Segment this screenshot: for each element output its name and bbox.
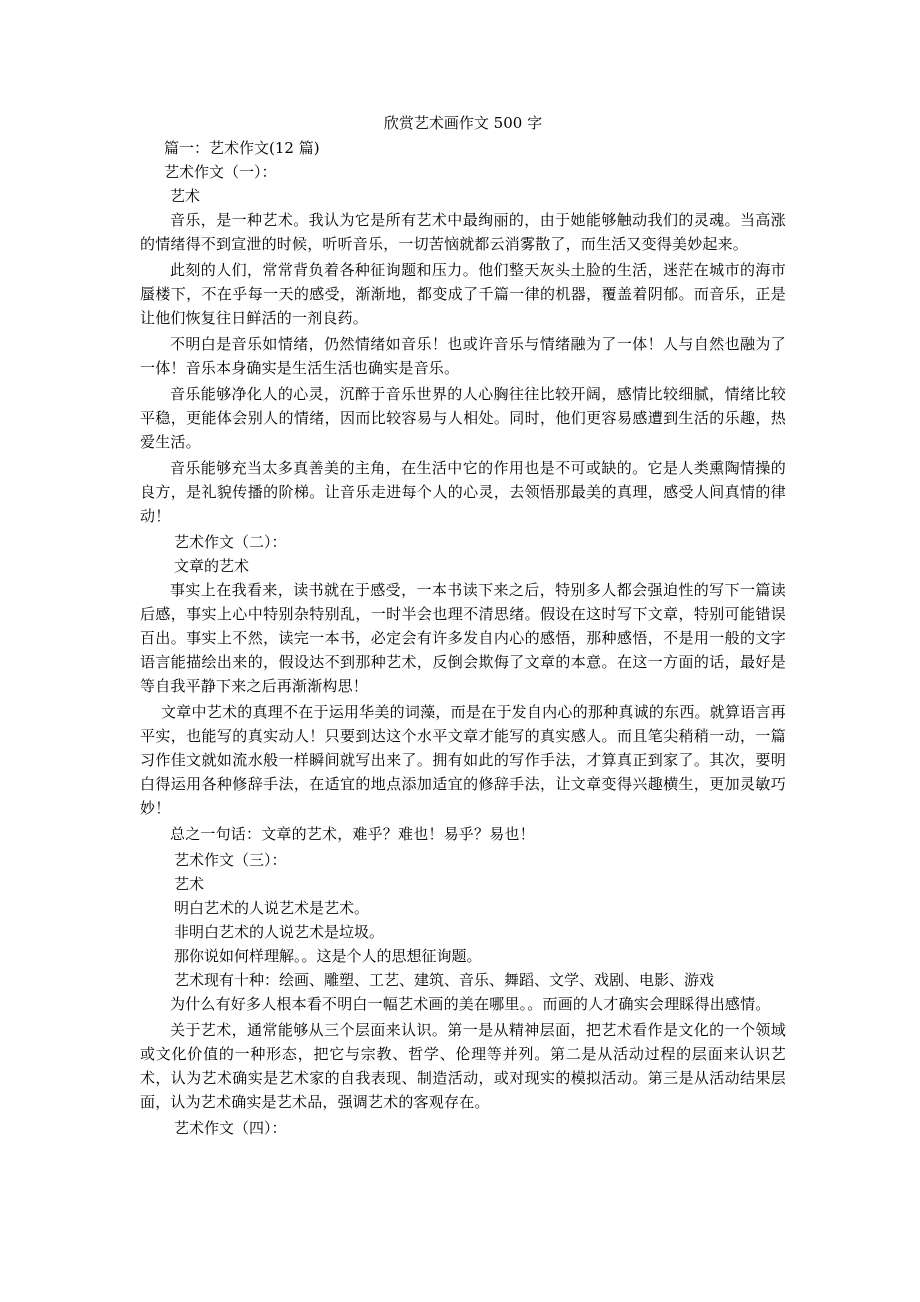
essay-3-line: 那你说如何样理解。。这是个人的思想征询题。 <box>174 947 482 965</box>
essay-2-paragraph: 总之一句话：文章的艺术，难乎？难也！易乎？易也！ <box>170 825 535 843</box>
essay-3-line: 明白艺术的人说艺术是艺术。 <box>174 899 370 917</box>
essay-3-subtitle: 艺术 <box>174 875 205 893</box>
document-title: 欣赏艺术画作文 500 字 <box>383 114 543 132</box>
section-heading: 篇一：艺术作文(12 篇) <box>164 139 320 157</box>
essay-1-paragraph: 不明白是音乐如情绪，仍然情绪如音乐！也或许音乐与情绪融为了一体！人与自然也融为了一体！音乐本身确实是生活生活也确实是音乐。 <box>140 335 786 377</box>
essay-1-paragraph: 此刻的人们，常常背负着各种征询题和压力。他们整天灰头土脸的生活，迷茫在城市的海市蜃楼下，不在乎每一天的感受，渐渐地，都变成了千篇一律的机器，覆盖着阴郁。而音乐，正是让他们恢复往日鲜活的一剂良药。 <box>140 261 786 327</box>
essay-3-paragraph: 关于艺术，通常能够从三个层面来认识。第一是从精神层面，把艺术看作是文化的一个领域或文化价值的一种形态，把它与宗教、哲学、伦理等并列。第二是从活动过程的层面来认识艺术，认为艺术确实是艺术家的自我表现、制造活动，或对现实的模拟活动。第三是从活动结果层面，认为艺术确实是艺术品，强调艺术的客观存在。 <box>140 1021 786 1111</box>
essay-3-paragraph: 为什么有好多人根本看不明白一幅艺术画的美在哪里。。而画的人才确实会理睬得出感情。 <box>170 995 771 1013</box>
essay-2-heading: 艺术作文（二）： <box>174 533 287 551</box>
essay-1-heading: 艺术作文（一）： <box>164 163 277 181</box>
essay-4-heading: 艺术作文（四）： <box>174 1119 287 1137</box>
essay-1-paragraph: 音乐，是一种艺术。我认为它是所有艺术中最绚丽的，由于她能够触动我们的灵魂。当高涨的情绪得不到宣泄的时候，听听音乐，一切苦恼就都云消雾散了，而生活又变得美妙起来。 <box>140 211 786 253</box>
essay-3-line: 非明白艺术的人说艺术是垃圾。 <box>174 923 385 941</box>
essay-1-subtitle: 艺术 <box>170 187 201 205</box>
essay-2-subtitle: 文章的艺术 <box>174 557 250 575</box>
essay-3-line: 艺术现有十种：绘画、雕塑、工艺、建筑、音乐、舞蹈、文学、戏剧、电影、游戏 <box>174 971 715 989</box>
essay-2-paragraph: 文章中艺术的真理不在于运用华美的词藻，而是在于发自内心的那种真诚的东西。就算语言再平实，也能写的真实动人！只要到达这个水平文章才能写的真实感人。而且笔尖稍稍一动，一篇习作佳文就如流水般一样瞬间就写出来了。拥有如此的写作手法，才算真正到家了。其次，要明白得运用各种修辞手法，在适宜的地点添加适宜的修辞手法，让文章变得兴趣横生，更加灵敏巧妙！ <box>140 703 786 817</box>
document-page <box>140 112 786 1140</box>
essay-3-heading: 艺术作文（三）： <box>174 851 287 869</box>
essay-2-paragraph: 事实上在我看来，读书就在于感受，一本书读下来之后，特别多人都会强迫性的写下一篇读后感，事实上心中特别杂特别乱，一时半会也理不清思绪。假设在这时写下文章，特别可能错误百出。事实上不然，读完一本书，必定会有许多发自内心的感悟，那种感悟，不是用一般的文字语言能描绘出来的，假设达不到那种艺术，反倒会欺侮了文章的本意。在这一方面的话，最好是等自我平静下来之后再渐渐构思！ <box>140 581 786 695</box>
essay-1-paragraph: 音乐能够充当太多真善美的主角，在生活中它的作用也是不可或缺的。它是人类熏陶情操的良方，是礼貌传播的阶梯。让音乐走进每个人的心灵，去领悟那最美的真理，感受人间真情的律动！ <box>140 459 786 525</box>
essay-1-paragraph: 音乐能够净化人的心灵，沉醉于音乐世界的人心胸往往比较开阔，感情比较细腻，情绪比较平稳，更能体会别人的情绪，因而比较容易与人相处。同时，他们更容易感遭到生活的乐趣，热爱生活。 <box>140 385 786 451</box>
